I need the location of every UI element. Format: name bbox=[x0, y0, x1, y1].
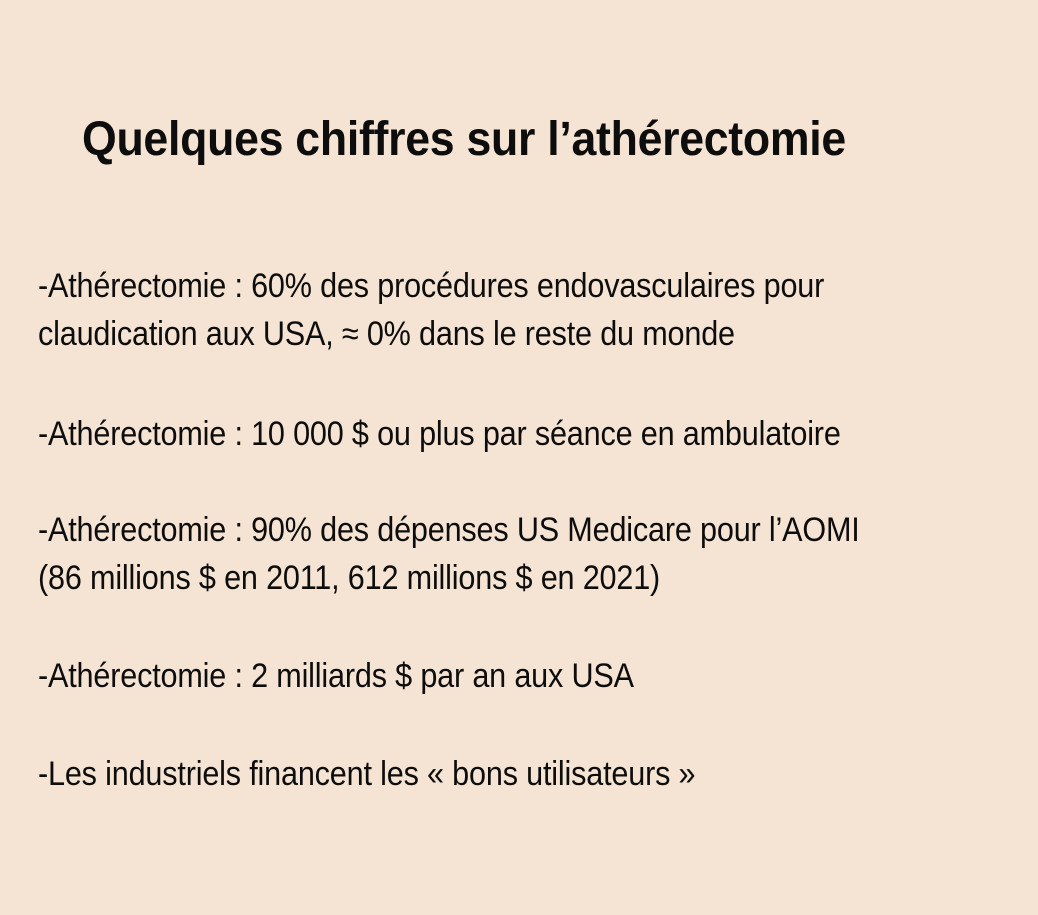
bullet-item-industry-funding bbox=[38, 750, 695, 798]
bullet-item-cost-per-session bbox=[38, 410, 841, 458]
bullet-text: claudication aux USA, ≈ 0% dans le reste du monde bbox=[38, 315, 735, 353]
slide-title: Quelques chiffres sur l’athérectomie bbox=[82, 113, 846, 166]
bullet-text: -Athérectomie : 60% des procédures endovasculaires pour bbox=[38, 267, 825, 305]
bullet-text: -Athérectomie : 90% des dépenses US Medicare pour l’AOMI bbox=[38, 511, 860, 549]
bullet-item-annual-market bbox=[38, 652, 634, 700]
bullet-item-medicare-spending bbox=[38, 506, 860, 602]
bullet-text: -Les industriels financent les « bons utilisateurs » bbox=[38, 755, 696, 793]
bullet-text: -Athérectomie : 10 000 $ ou plus par séance en ambulatoire bbox=[38, 415, 841, 453]
bullet-text: -Athérectomie : 2 milliards $ par an aux USA bbox=[38, 657, 634, 695]
bullet-text: (86 millions $ en 2011, 612 millions $ en 2021) bbox=[38, 559, 661, 597]
bullet-item-procedures-share bbox=[38, 262, 824, 358]
